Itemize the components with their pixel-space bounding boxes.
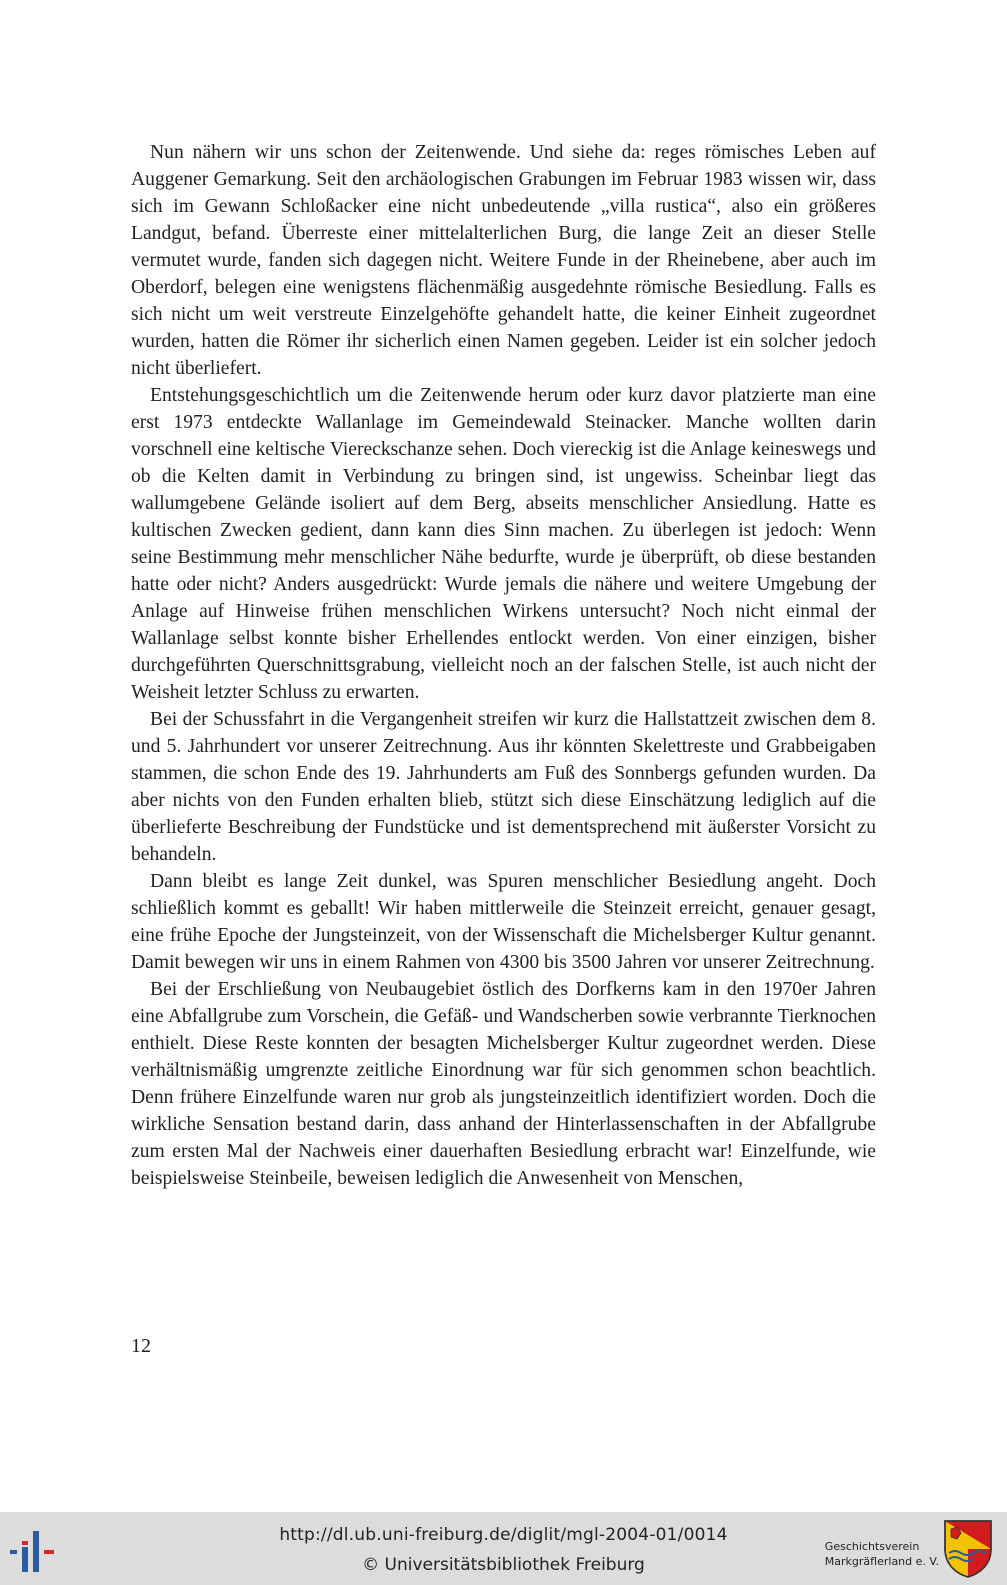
markgraeflerland-crest-icon bbox=[943, 1519, 993, 1579]
footer-copyright: © Universitätsbibliothek Freiburg bbox=[362, 1555, 645, 1575]
society-name-line1: Geschichtsverein bbox=[824, 1540, 920, 1553]
paragraph-1: Nun nähern wir uns schon der Zeitenwende. Und siehe da: reges römisches Leben auf Auggener Gemarkung. Seit den archäologischen Grabungen im Februar 1983 wissen wir, dass sich im Gewann Schloßacker eine nicht unbedeutende „villa rustica“, also ein größeres Landgut, befand. Überreste einer mittelalterlichen Burg, die lange Zeit an dieser Stelle vermutet wurde, fanden sich dagegen nicht. Weitere Funde in der Rheinebene, aber auch im Oberdorf, belegen eine wenigstens flächenmäßig ausgedehnte römische Besiedlung. Falls es sich nicht um weit verstreute Einzelgehöfte gehandelt hatte, die keiner Einheit zugeordnet wurden, hatten die Römer ihr sicherlich einen Namen gegeben. Leider ist ein solcher jedoch nicht überliefert. bbox=[131, 142, 876, 379]
society-name-line2: Markgräflerland e. V. bbox=[824, 1555, 939, 1568]
paragraph-5: Bei der Erschließung von Neubaugebiet östlich des Dorfkerns kam in den 1970er Jahren eine Abfallgrube zum Vorschein, die Gefäß- und Wandscherben sowie verbrannte Tierknochen enthielt. Diese Reste konnten der besagten Michelsberger Kultur zugeordnet werden. Diese verhältnismäßig umgrenzte zeitliche Einordnung war für sich genommen schon beachtlich. Denn frühere Einzelfunde waren nur grob als jungsteinzeitlich identifiziert worden. Doch die wirkliche Sensation bestand darin, dass anhand der Hinterlassenschaften in der Abfallgrube zum ersten Mal der Nachweis einer dauerhaften Besiedlung erbracht war! Einzelfunde, wie beispielsweise Steinbeile, beweisen lediglich die Anwesenheit von Menschen, bbox=[131, 979, 876, 1189]
paragraph-4: Dann bleibt es lange Zeit dunkel, was Spuren menschlicher Besiedlung angeht. Doch schließlich kommt es geballt! Wir haben mittlerweile die Steinzeit erreicht, genauer gesagt, eine frühe Epoche der Jungsteinzeit, von der Wissenschaft die Michelsberger Kultur genannt. Damit bewegen wir uns in einem Rahmen von 4300 bis 3500 Jahren vor unserer Zeitrechnung. bbox=[131, 871, 876, 973]
footer-bar bbox=[0, 1512, 1007, 1585]
footer-society bbox=[825, 1539, 939, 1569]
footer-url-link[interactable]: http://dl.ub.uni-freiburg.de/diglit/mgl-2004-01/0014 bbox=[279, 1525, 728, 1545]
page-body bbox=[131, 139, 876, 1192]
paragraph-3: Bei der Schussfahrt in die Vergangenheit streifen wir kurz die Hallstattzeit zwischen dem 8. und 5. Jahrhundert vor unserer Zeitrechnung. Aus ihr könnten Skelettreste und Grabbeigaben stammen, die schon Ende des 19. Jahrhunderts am Fuß des Sonnbergs gefunden wurden. Da aber nichts von den Funden erhalten blieb, stützt sich diese Einschätzung lediglich auf die überlieferte Beschreibung der Fundstücke und ist dementsprechend mit äußerster Vorsicht zu behandeln. bbox=[131, 709, 876, 865]
paragraph-2: Entstehungsgeschichtlich um die Zeitenwende herum oder kurz davor platzierte man eine erst 1973 entdeckte Wallanlage im Gemeindewald Steinacker. Manche wollten darin vorschnell eine keltische Viereckschanze sehen. Doch viereckig ist die Anlage keineswegs und ob die Kelten damit in Verbindung zu bringen sind, ist ungewiss. Scheinbar liegt das wallumgebene Gelände isoliert auf dem Berg, abseits menschlicher Ansiedlung. Hatte es kultischen Zwecken gedient, dann kann dies Sinn machen. Zu überlegen ist jedoch: Wenn seine Bestimmung mehr menschlicher Nähe bedurfte, wurde je überprüft, ob diese bestanden hatte oder nicht? Anders ausgedrückt: Wurde jemals die nähere und weitere Umgebung der Anlage auf Hinweise frühen menschlichen Wirkens untersucht? Noch nicht einmal der Wallanlage selbst konnte bisher Erhellendes entlockt werden. Von einer einzigen, bisher durchgeführten Querschnittsgrabung, vielleicht noch an der falschen Stelle, ist auch nicht der Weisheit letzter Schluss zu erwarten. bbox=[131, 385, 876, 703]
page-number: 12 bbox=[131, 1335, 151, 1357]
